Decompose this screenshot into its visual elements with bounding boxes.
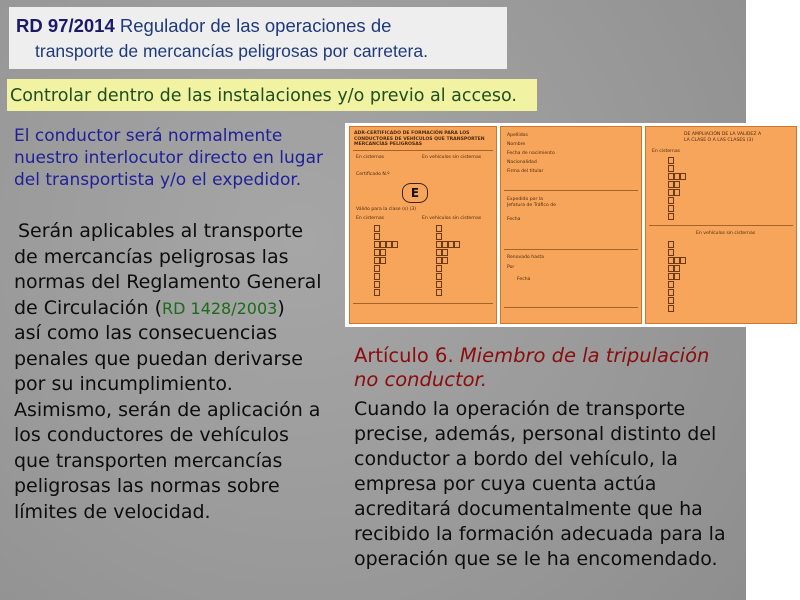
header-line: ADR-CERTIFICADO DE FORMACIÓN PARA LOS: [354, 131, 470, 136]
article-heading-2: no conductor.: [354, 368, 487, 391]
header-line: CONDUCTORES DE VEHÍCULOS QUE TRANSPORTEN: [354, 136, 485, 142]
divider: [353, 303, 493, 304]
por-label: Por: [507, 265, 515, 270]
paragraph-line: límites de velocidad.: [14, 500, 211, 523]
paragraph-line: así como las consecuencias: [14, 322, 278, 344]
title-box: [9, 7, 507, 69]
nombre-label: Nombre: [507, 142, 526, 147]
paragraph-line: Serán aplicables al transporte: [18, 220, 304, 242]
en-vehiculos-label: En vehículos sin cisternas: [422, 155, 482, 160]
header-line: MERCANCÍAS PELIGROSAS: [354, 142, 423, 148]
title-line-1: [16, 15, 391, 37]
divider: [504, 190, 638, 191]
certificate-holder-panel: [500, 126, 642, 324]
paragraph-line: de mercancías peligrosas las: [14, 245, 289, 268]
fecha-label: Fecha: [507, 217, 521, 222]
en-cisternas-label: En cisternas: [356, 155, 385, 160]
divider: [504, 249, 638, 250]
apellidos-label: Apellidos: [507, 133, 528, 138]
article-line: Cuando la operación de transporte: [354, 398, 686, 420]
divider: [504, 307, 638, 308]
paragraph-line: [14, 296, 322, 322]
jefatura-label: Jefatura de Tráfico de: [507, 203, 556, 208]
article-line: empresa por cuya cuenta actúa: [354, 473, 657, 495]
paragraph-line: que transporten mercancías: [14, 449, 283, 472]
article-body: [354, 397, 726, 572]
renovado-label: Renovado hasta: [507, 255, 544, 260]
paragraph-line: normas del Reglamento General: [14, 271, 322, 293]
certificate-header: [354, 131, 485, 148]
title-line-1-text: Regulador de las operaciones de: [119, 15, 392, 36]
article-line: acreditará documentalmente que ha: [354, 498, 703, 520]
en-cisternas-label-3: En cisternas: [652, 149, 681, 154]
emblem-e: E: [402, 183, 428, 203]
article-line: conductor a bordo del vehículo, la: [354, 448, 678, 470]
valido-label: Válido para la clase (s) (3): [356, 207, 417, 212]
en-cisternas-label-2: En cisternas: [356, 216, 385, 221]
certificate-extension-panel: [645, 126, 797, 324]
title-line-2: transporte de mercancías peligrosas por carretera.: [35, 41, 428, 61]
article-line: operación que se le ha encomendado.: [354, 548, 718, 570]
paragraph-line: penales que puedan derivarse: [14, 347, 303, 370]
article-number: Artículo 6.: [354, 344, 454, 367]
rd-reference: RD 1428/2003: [161, 298, 278, 318]
fecha-label-2: Fecha: [517, 277, 531, 282]
paragraph-line: los conductores de vehículos: [14, 424, 289, 446]
divider: [353, 150, 493, 151]
article-line: precise, además, personal distinto del: [354, 423, 717, 445]
conductor-note-line: del transportista y/o el expedidor.: [14, 170, 302, 190]
fecha-nacimiento-label: Fecha de nacimiento: [507, 151, 555, 156]
title-code: RD 97/2014: [16, 15, 115, 36]
article-heading: Miembro de la tripulación: [459, 344, 710, 367]
ampliacion-title: DE AMPLIACIÓN DE LA VALIDEZ A: [684, 132, 762, 137]
paragraph-line: peligrosas las normas sobre: [14, 475, 280, 497]
conductor-note-line: El conductor será normalmente: [14, 126, 283, 146]
en-vehiculos-label-3: En vehículos sin cisternas: [696, 231, 756, 236]
article-title-line-1: [354, 344, 709, 368]
adr-certificate-image: [345, 123, 799, 327]
paragraph-text: de Circulación (: [14, 296, 162, 319]
article-title: [354, 344, 709, 392]
conductor-note: [14, 125, 323, 191]
conductor-note-line: nuestro interlocutor directo en lugar: [14, 148, 324, 168]
nacionalidad-label: Nacionalidad: [507, 160, 537, 165]
certificate-front-panel: [349, 126, 497, 324]
en-vehiculos-label-2: En vehículos sin cisternas: [422, 216, 482, 221]
expedido-label: Expedido por la: [507, 197, 543, 202]
applicable-rules-paragraph: [14, 219, 322, 525]
article-line: recibido la formación adecuada para la: [354, 523, 726, 545]
paragraph-text: ): [277, 296, 285, 319]
highlight-text: Controlar dentro de las instalaciones y/o previo al acceso.: [10, 86, 517, 106]
divider: [649, 225, 793, 226]
paragraph-line: Asimismo, serán de aplicación a: [14, 398, 321, 421]
ampliacion-title-2: LA CLASE O A LAS CLASES (3): [684, 138, 754, 143]
paragraph-line: por su incumplimiento.: [14, 373, 233, 395]
firma-label: Firma del titular: [507, 169, 544, 174]
certificado-label: Certificado N.º: [356, 172, 390, 177]
article-title-line-2: [354, 368, 709, 392]
